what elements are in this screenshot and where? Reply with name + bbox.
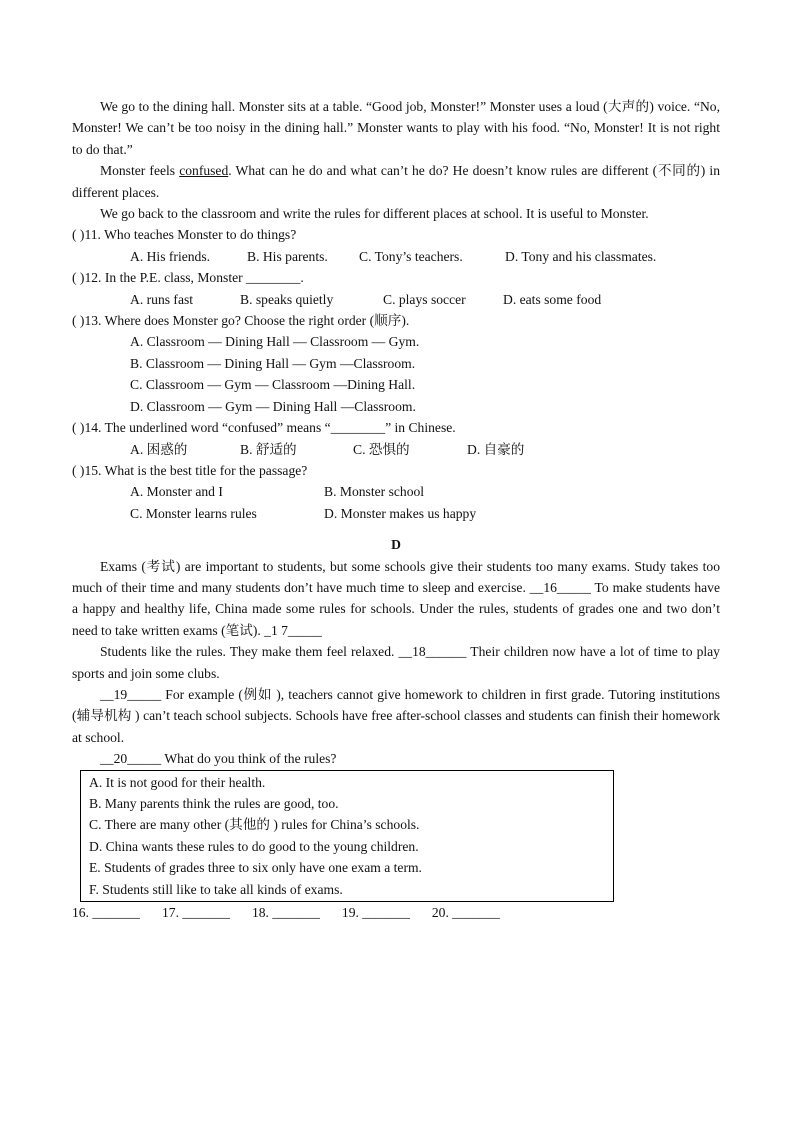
question-12-option-a[interactable]: A. runs fast — [130, 291, 194, 307]
question-13-stem: ( )13. Where does Monster go? Choose the right order (顺序). — [72, 313, 410, 329]
question-11-stem: ( )11. Who teaches Monster to do things? — [72, 227, 297, 243]
question-13-option-c[interactable]: C. Classroom — Gym — Classroom —Dining Hall. — [130, 377, 416, 393]
question-11-options — [72, 246, 720, 267]
question-13-option-a[interactable]: A. Classroom — Dining Hall — Classroom — Gym. — [130, 334, 420, 350]
question-14-option-b[interactable]: B. 舒适的 — [240, 441, 297, 457]
passage-c-p2-before: Monster feels — [100, 163, 180, 179]
blank-19: __19_____ — [100, 686, 162, 702]
blank-18: __18______ — [398, 644, 467, 660]
passage-d-p2-a: Students like the rules. They make them feel relaxed. — [100, 644, 399, 660]
question-15-option-c[interactable]: C. Monster learns rules — [130, 505, 257, 521]
question-12-option-b[interactable]: B. speaks quietly — [240, 291, 334, 307]
question-12-option-d[interactable]: D. eats some food — [503, 291, 602, 307]
passage-d-paragraph-4 — [72, 748, 720, 769]
question-11-option-c[interactable]: C. Tony’s teachers. — [359, 248, 463, 264]
answer-19[interactable]: 19. _______ — [341, 905, 410, 921]
question-15-option-d[interactable]: D. Monster makes us happy — [324, 505, 477, 521]
passage-d-paragraph-1 — [72, 556, 720, 642]
passage-d-p1-b: To make students have a happy and healthy life, China made some rules for schools. Under the rules, students of grades one and two don’t need to take written exams (笔试). — [72, 579, 720, 638]
choice-b: B. Many parents think the rules are good, too. — [89, 796, 339, 811]
passage-c-p2-after: . What can he do and what can’t he do? He doesn’t know rules are different (不同的) in different places. — [72, 163, 720, 200]
question-14-option-d[interactable]: D. 自豪的 — [467, 441, 525, 457]
answer-line — [72, 902, 720, 923]
passage-d-p3-b: For example (例如 ), teachers cannot give homework to children in first grade. Tutoring institutions (辅导机构 ) can’t teach school subjects. Schools have free after-school classes and students can finish their homework at school. — [72, 686, 720, 745]
question-11-option-a[interactable]: A. His friends. — [130, 248, 211, 264]
choice-f: F. Students still like to take all kinds of exams. — [89, 881, 343, 897]
passage-d-paragraph-2 — [72, 641, 720, 684]
question-15-options-row-2 — [72, 503, 720, 524]
question-15-option-b[interactable]: B. Monster school — [324, 484, 425, 500]
answer-16[interactable]: 16. _______ — [72, 905, 140, 921]
choice-a: A. It is not good for their health. — [89, 774, 266, 790]
worksheet-page — [72, 96, 720, 923]
choices-box — [80, 770, 614, 902]
section-d-title: D — [391, 537, 401, 553]
question-14-option-a[interactable]: A. 困惑的 — [130, 441, 188, 457]
question-12-option-c[interactable]: C. plays soccer — [383, 291, 466, 307]
answer-18[interactable]: 18. _______ — [251, 905, 320, 921]
question-14-options — [72, 439, 720, 460]
passage-d-paragraph-3 — [72, 684, 720, 748]
blank-17: _1 7_____ — [264, 622, 322, 638]
passage-d-p1-a: Exams (考试) are important to students, but some schools give their students too many exams. Study takes too much of their time and many students don’t have much time to sleep and exercise. — [72, 558, 720, 595]
question-11-option-b[interactable]: B. His parents. — [247, 248, 328, 264]
question-11-option-d[interactable]: D. Tony and his classmates. — [505, 248, 657, 264]
answer-17[interactable]: 17. _______ — [161, 905, 230, 921]
choice-e: E. Students of grades three to six only have one exam a term. — [89, 860, 422, 876]
question-12-options — [72, 289, 720, 310]
question-15-option-a[interactable]: A. Monster and I — [130, 484, 223, 500]
passage-c-paragraph-1: We go to the dining hall. Monster sits at a table. “Good job, Monster!” Monster uses a loud (大声的) voice. “No, Monster! We can’t be too noisy in the dining hall.” Monster wants to play with his food. “No, Monster! It is not right to do that.” — [72, 99, 720, 157]
passage-c-paragraph-3: We go back to the classroom and write the rules for different places at school. It is useful to Monster. — [100, 206, 649, 222]
passage-d-p4-b: What do you think of the rules? — [161, 751, 337, 767]
choice-c: C. There are many other (其他的 ) rules for China’s schools. — [89, 817, 420, 833]
choice-d: D. China wants these rules to do good to the young children. — [89, 838, 419, 854]
question-12-stem: ( )12. In the P.E. class, Monster ________. — [72, 270, 304, 286]
question-15-stem: ( )15. What is the best title for the passage? — [72, 462, 308, 478]
underlined-word-confused: confused — [179, 163, 229, 179]
question-14-stem: ( )14. The underlined word “confused” means “________” in Chinese. — [72, 420, 456, 436]
question-15-options-row-1 — [72, 481, 720, 502]
answer-20[interactable]: 20. _______ — [431, 905, 500, 921]
question-14-option-c[interactable]: C. 恐惧的 — [353, 441, 410, 457]
question-13-option-b[interactable]: B. Classroom — Dining Hall — Gym —Classroom. — [130, 355, 416, 371]
blank-20: __20_____ — [100, 751, 162, 767]
passage-d-p2-b: Their children now have a lot of time to play sports and join some clubs. — [72, 644, 720, 681]
question-13-option-d[interactable]: D. Classroom — Gym — Dining Hall —Classroom. — [130, 398, 416, 414]
blank-16: __16_____ — [529, 579, 591, 595]
passage-c-paragraph-2 — [72, 160, 720, 203]
